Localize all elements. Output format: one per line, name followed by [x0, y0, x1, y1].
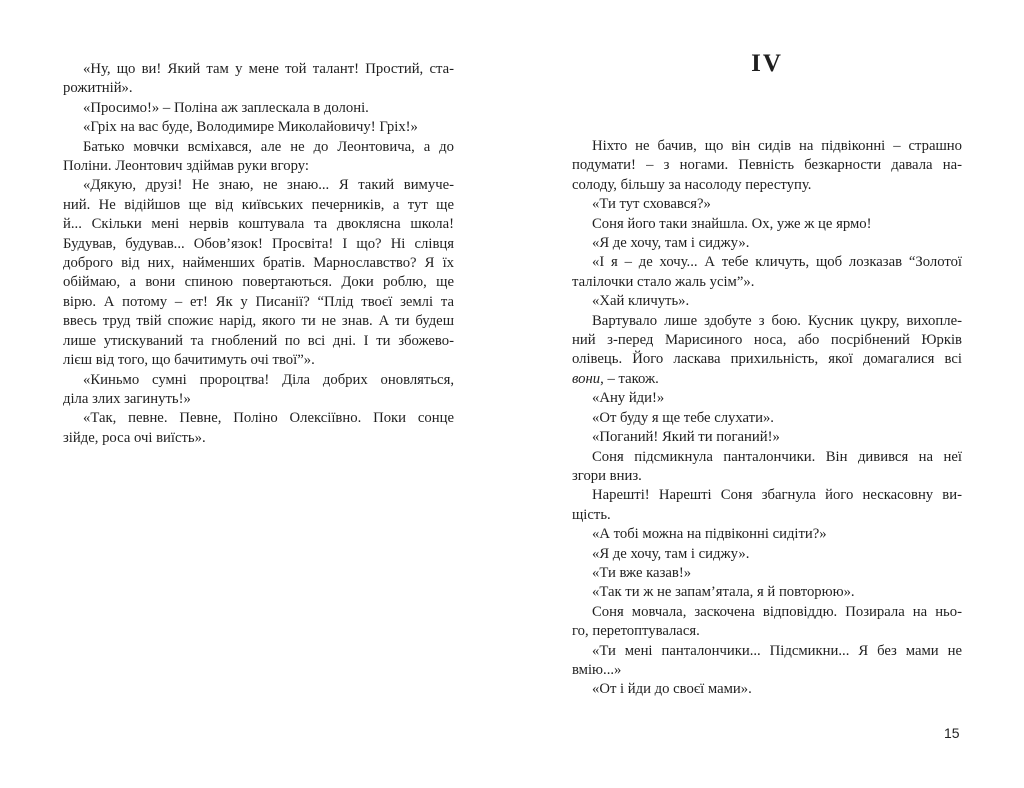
emphasis: вони	[572, 370, 601, 387]
text-line: «Я де хочу, там і сиджу».	[592, 235, 750, 252]
text-line: «Я де хочу, там і сиджу».	[592, 545, 750, 562]
text-line: лієш від того, що бачитимуть очі твої”».	[63, 352, 315, 369]
text-line: «Киньмо сумні пророцтва! Діла добрих оновляться,	[83, 371, 454, 388]
paragraph	[63, 60, 454, 99]
left-page	[63, 60, 454, 448]
text-line: солоду, більшу за насолоду переступу.	[572, 176, 812, 193]
text-line: зійде, роса очі виїсть».	[63, 429, 206, 446]
paragraph	[572, 292, 962, 311]
paragraph	[572, 428, 962, 447]
paragraph	[572, 312, 962, 390]
paragraph	[572, 525, 962, 544]
text-line: «Так ти ж не запам’ятала, я й повторюю».	[592, 584, 855, 601]
text-line: Вартувало лише здобуте з бою. Кусник цукру, вихопле-	[592, 312, 962, 329]
paragraph	[572, 545, 962, 564]
text-line: Нарешті! Нарешті Соня збагнула його нескасовну ви-	[592, 487, 962, 504]
text-line: ний. Не відійшов ще від київських печерників, а тут ще	[63, 196, 454, 213]
paragraph	[572, 253, 962, 292]
text-line: го, перетоптувалася.	[572, 623, 700, 640]
text-line: «А тобі можна на підвіконні сидіти?»	[592, 526, 827, 543]
text-line: згори вниз.	[572, 467, 642, 484]
text-line: вірю. А потому – ет! Як у Писанії? “Плід твоєї землі та	[63, 293, 454, 310]
paragraph	[572, 137, 962, 195]
paragraph	[572, 215, 962, 234]
text-line: Батько мовчки всміхався, але не до Леонтовича, а до	[83, 138, 454, 155]
text-line: подумати! – з ногами. Певність безкарности давала на-	[572, 157, 962, 174]
text-line: Поліни. Леонтович здіймав руки вгору:	[63, 158, 309, 175]
text-line: ввесь труд твій спожиє нарід, якого ти не знав. А ти будеш	[63, 313, 454, 330]
text-line: «Ти вже казав!»	[592, 564, 692, 581]
right-page-text	[572, 137, 962, 700]
left-page-text	[63, 60, 454, 448]
text-line: Соня його таки знайшла. Ох, уже ж це ярмо!	[592, 215, 872, 232]
text-line: «Поганий! Який ти поганий!»	[592, 429, 780, 446]
paragraph	[572, 680, 962, 699]
text-line: «Просимо!» – Поліна аж заплескала в долоні.	[83, 99, 369, 116]
paragraph	[63, 138, 454, 177]
text-line: ний з-перед Марисиного носа, або посрібнений Юрків	[572, 332, 962, 349]
text-line: «Так, певне. Певне, Поліно Олексіївно. Поки сонце	[83, 410, 454, 427]
text-line: рожитній».	[63, 80, 133, 97]
text-line: «Хай кличуть».	[592, 293, 690, 310]
text-line: «От і йди до своєї мами».	[592, 681, 752, 698]
text-line: обіймаю, а вони спиною повертаються. Доки роблю, ще	[63, 274, 454, 291]
paragraph	[572, 642, 962, 681]
text-line: олівець. Його ласкава прихильність, якої домагалися всі	[572, 351, 962, 368]
paragraph	[63, 409, 454, 448]
text-line: талілочки стало жаль усім”».	[572, 273, 755, 290]
text-line: «Ти мені панталончики... Підсмикни... Я без мами не	[592, 642, 962, 659]
text-line: діла злих загинуть!»	[63, 390, 191, 407]
paragraph	[63, 99, 454, 118]
paragraph	[572, 564, 962, 583]
text-line: «Ану йди!»	[592, 390, 665, 407]
text-line: Будував, будував... Обов’язок! Просвіта! І що? Ні слівця	[63, 235, 454, 252]
paragraph	[572, 389, 962, 408]
text-line: вмію...»	[572, 661, 622, 678]
text-line: вони, – також.	[572, 370, 659, 387]
text-line: лише утискуваний та гноблений по всі дні. І ти збожево-	[63, 332, 454, 349]
paragraph	[572, 583, 962, 602]
chapter-title: IV	[751, 50, 783, 77]
paragraph	[572, 448, 962, 487]
text-line: «Гріх на вас буде, Володимире Миколайовичу! Гріх!»	[83, 119, 418, 136]
text-line: доброго від них, найменших братів. Марнославство? Я їх	[63, 255, 454, 272]
text-line: й... Скільки мені нервів коштувала та двоклясна школа!	[63, 216, 454, 233]
text-line: Соня мовчала, заскочена відповіддю. Позирала на ньо-	[592, 603, 962, 620]
text-line: Ніхто не бачив, що він сидів на підвіконні – страшно	[592, 138, 962, 154]
paragraph	[572, 195, 962, 214]
text-line: щість.	[572, 506, 611, 523]
paragraph	[572, 409, 962, 428]
paragraph	[572, 234, 962, 253]
paragraph	[572, 603, 962, 642]
text-line: «Дякую, друзі! Не знаю, не знаю... Я такий вимуче-	[83, 177, 454, 194]
text-line: Соня підсмикнула панталончики. Він дивився на неї	[592, 448, 962, 465]
paragraph	[63, 176, 454, 370]
paragraph	[63, 118, 454, 137]
text-line: «Ти тут сховався?»	[592, 196, 711, 213]
text-line: «І я – де хочу... А тебе кличуть, щоб лозказав “Золотої	[592, 254, 962, 271]
paragraph	[572, 486, 962, 525]
page-number: 15	[944, 725, 960, 741]
text-line: «От буду я ще тебе слухати».	[592, 409, 774, 426]
paragraph	[63, 371, 454, 410]
text-line: «Ну, що ви! Який там у мене той талант! Простий, ста-	[83, 61, 454, 77]
